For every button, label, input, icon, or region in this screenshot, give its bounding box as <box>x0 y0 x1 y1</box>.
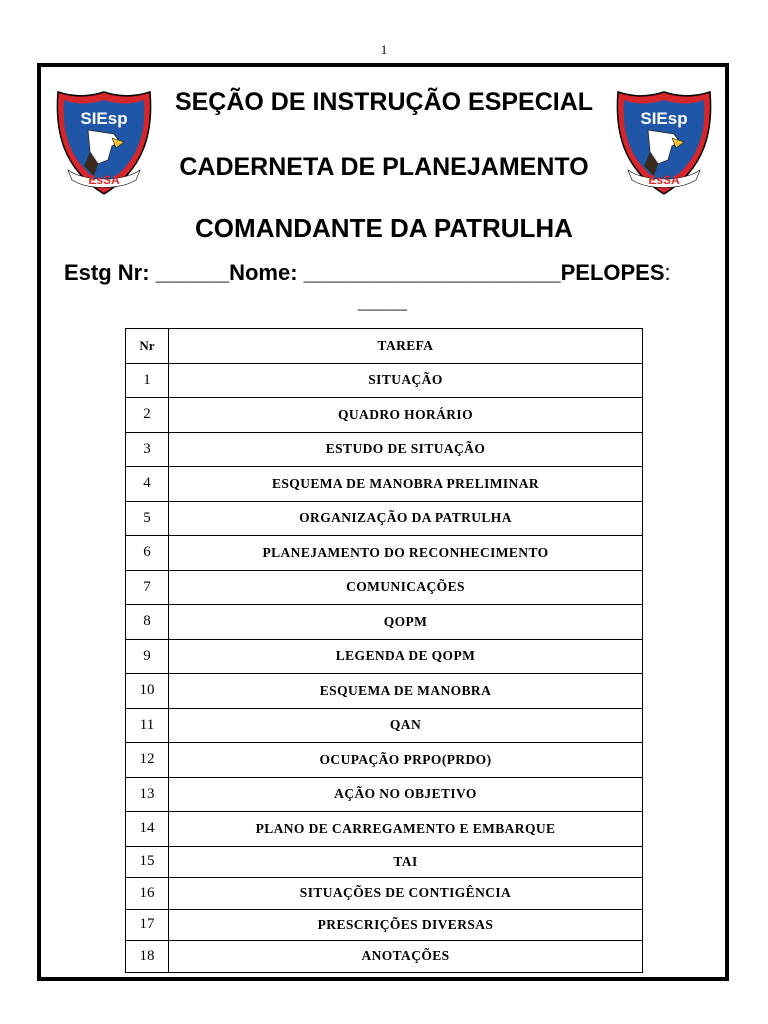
row-number: 13 <box>126 777 169 812</box>
table-row <box>126 363 643 398</box>
table-row <box>126 708 643 743</box>
row-number: 11 <box>126 708 169 743</box>
task-table <box>125 328 643 973</box>
row-task: ESTUDO DE SITUAÇÃO <box>169 432 643 467</box>
row-task: SITUAÇÃO <box>169 363 643 398</box>
row-number: 1 <box>126 363 169 398</box>
table-row <box>126 398 643 433</box>
row-task: QOPM <box>169 605 643 640</box>
row-task: PLANEJAMENTO DO RECONHECIMENTO <box>169 536 643 571</box>
row-number: 9 <box>126 639 169 674</box>
row-task: QAN <box>169 708 643 743</box>
table-header-row <box>126 329 643 364</box>
emblem-top-text: SIEsp <box>80 109 128 128</box>
row-task: PRESCRIÇÕES DIVERSAS <box>169 909 643 941</box>
row-number: 16 <box>126 878 169 910</box>
table-row <box>126 777 643 812</box>
table-row <box>126 909 643 941</box>
emblem-bottom-text: EsSA <box>88 173 120 187</box>
table-row <box>126 846 643 878</box>
row-number: 6 <box>126 536 169 571</box>
table-row <box>126 501 643 536</box>
table-row <box>126 536 643 571</box>
row-number: 12 <box>126 743 169 778</box>
table-row <box>126 570 643 605</box>
pelopes-label: PELOPES <box>560 260 665 285</box>
row-number: 7 <box>126 570 169 605</box>
table-row <box>126 743 643 778</box>
estg-nr-field[interactable]: Estg Nr: ______ <box>64 260 230 285</box>
row-task: COMUNICAÇÕES <box>169 570 643 605</box>
row-task: TAI <box>169 846 643 878</box>
row-number: 3 <box>126 432 169 467</box>
row-number: 5 <box>126 501 169 536</box>
pelopes-colon: : <box>664 260 671 285</box>
row-number: 14 <box>126 812 169 847</box>
column-header-nr: Nr <box>126 329 169 364</box>
emblem-top-text: SIEsp <box>640 109 688 128</box>
table-row <box>126 639 643 674</box>
row-number: 8 <box>126 605 169 640</box>
row-number: 15 <box>126 846 169 878</box>
emblem-bottom-text: EsSA <box>648 173 680 187</box>
row-task: LEGENDA DE QOPM <box>169 639 643 674</box>
row-number: 18 <box>126 941 169 973</box>
row-task: AÇÃO NO OBJETIVO <box>169 777 643 812</box>
row-task: ESQUEMA DE MANOBRA PRELIMINAR <box>169 467 643 502</box>
table-row <box>126 674 643 709</box>
row-number: 4 <box>126 467 169 502</box>
row-task: SITUAÇÕES DE CONTIGÊNCIA <box>169 878 643 910</box>
table-row <box>126 605 643 640</box>
section-title: SEÇÃO DE INSTRUÇÃO ESPECIAL <box>174 88 594 116</box>
row-task: ESQUEMA DE MANOBRA <box>169 674 643 709</box>
row-task: PLANO DE CARREGAMENTO E EMBARQUE <box>169 812 643 847</box>
table-row <box>126 878 643 910</box>
table-row <box>126 467 643 502</box>
student-info-line <box>64 260 671 286</box>
table-row <box>126 432 643 467</box>
row-task: ANOTAÇÕES <box>169 941 643 973</box>
row-task: ORGANIZAÇÃO DA PATRULHA <box>169 501 643 536</box>
document-title: COMANDANTE DA PATRULHA <box>195 213 573 243</box>
column-header-task: TAREFA <box>169 329 643 364</box>
nome-field[interactable]: Nome: _____________________ <box>229 260 561 285</box>
row-number: 10 <box>126 674 169 709</box>
row-task: QUADRO HORÁRIO <box>169 398 643 433</box>
table-row <box>126 941 643 973</box>
row-number: 17 <box>126 909 169 941</box>
row-task: OCUPAÇÃO PRPO(PRDO) <box>169 743 643 778</box>
pelopes-field[interactable]: ____ <box>358 288 407 313</box>
table-row <box>126 812 643 847</box>
notebook-title: CADERNETA DE PLANEJAMENTO <box>179 153 589 181</box>
row-number: 2 <box>126 398 169 433</box>
page-number: 1 <box>380 42 388 57</box>
